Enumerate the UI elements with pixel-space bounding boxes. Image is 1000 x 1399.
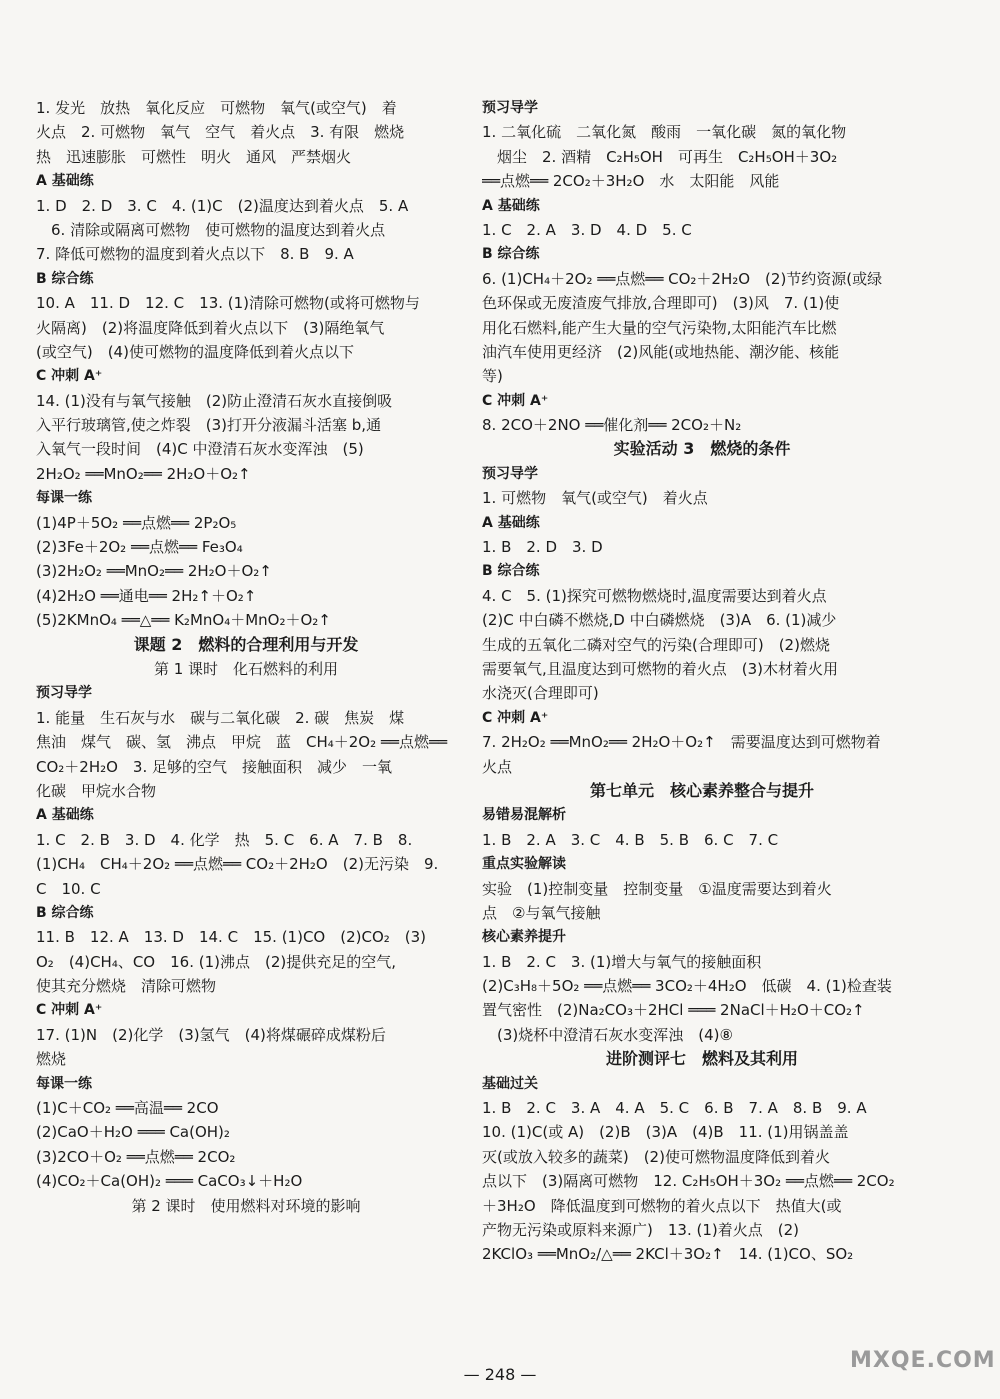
section-heading: B 综合练 — [36, 904, 94, 921]
answer-line: 1. C 2. B 3. D 4. 化学 热 5. C 6. A 7. B 8. — [36, 830, 413, 849]
lesson-title: 第 1 课时 化石燃料的利用 — [153, 659, 339, 678]
answer-line: 实验 (1)控制变量 控制变量 ①温度需要达到着火 — [482, 879, 832, 898]
section-heading: C 冲刺 A⁺ — [36, 1002, 103, 1019]
answer-line: CO₂＋2H₂O 3. 足够的空气 接触面积 减少 一氧 — [36, 757, 393, 776]
answer-line: 1. 发光 放热 氧化反应 可燃物 氧气(或空气) 着 — [36, 99, 397, 117]
answer-line: (3)2H₂O₂ ══MnO₂══ 2H₂O＋O₂↑ — [36, 562, 272, 581]
answer-line: 热 迅速膨胀 可燃性 明火 通风 严禁烟火 — [36, 147, 352, 166]
answer-line: (3)烧杯中澄清石灰水变浑浊 (4)⑧ — [482, 1025, 733, 1044]
answer-line: ＋3H₂O 降低温度到可燃物的着火点以下 热值大(或 — [482, 1196, 842, 1215]
answer-line: 7. 降低可燃物的温度到着火点以下 8. B 9. A — [36, 245, 354, 264]
answer-line: 生成的五氧化二磷对空气的污染(合理即可) (2)燃烧 — [482, 635, 830, 654]
section-heading: C 冲刺 A⁺ — [482, 392, 549, 409]
answer-line: (1)CH₄ CH₄＋2O₂ ══点燃══ CO₂＋2H₂O (2)无污染 9. — [36, 855, 439, 874]
chapter-title: 实验活动 3 燃烧的条件 — [613, 439, 791, 459]
right-column — [482, 96, 922, 1267]
chapter-title: 第七单元 核心素养整合与提升 — [589, 780, 814, 800]
section-heading: 重点实验解读 — [482, 856, 566, 873]
answer-line: 用化石燃料,能产生大量的空气污染物,太阳能汽车比燃 — [482, 318, 837, 337]
answer-line: 6. 清除或隔离可燃物 使可燃物的温度达到着火点 — [36, 220, 386, 239]
section-heading: 每课一练 — [36, 490, 92, 507]
answer-line: (5)2KMnO₄ ══△══ K₂MnO₄＋MnO₂＋O₂↑ — [36, 611, 331, 630]
chapter-title: 进阶测评七 燃料及其利用 — [605, 1049, 798, 1069]
answer-line: 化碳 甲烷水合物 — [36, 781, 157, 800]
answer-line: 使其充分燃烧 清除可燃物 — [36, 977, 217, 996]
answer-line: 燃烧 — [36, 1050, 67, 1069]
chapter-title: 课题 2 燃料的合理利用与开发 — [133, 634, 359, 654]
answer-line: 点以下 (3)隔离可燃物 12. C₂H₅OH＋3O₂ ══点燃══ 2CO₂ — [482, 1172, 895, 1191]
section-heading: B 综合练 — [482, 246, 540, 263]
answer-line: 焦油 煤气 碳、氢 沸点 甲烷 蓝 CH₄＋2O₂ ══点燃══ — [36, 733, 448, 752]
answer-line: 入氧气一段时间 (4)C 中澄清石灰水变浑浊 (5) — [36, 440, 364, 459]
answer-line: 烟尘 2. 酒精 C₂H₅OH 可再生 C₂H₅OH＋3O₂ — [482, 147, 838, 166]
answer-line: 11. B 12. A 13. D 14. C 15. (1)CO (2)CO₂ (3) — [36, 928, 427, 947]
lesson-title: 第 2 课时 使用燃料对环境的影响 — [131, 1196, 361, 1215]
answer-line: 4. C 5. (1)探究可燃物燃烧时,温度需要达到着火点 — [482, 586, 827, 605]
answer-line: 油汽车使用更经济 (2)风能(或地热能、潮汐能、核能 — [482, 342, 840, 361]
answer-line: 水浇灭(合理即可) — [482, 684, 599, 703]
answer-line: 2KClO₃ ══MnO₂/△══ 2KCl＋3O₂↑ 14. (1)CO、SO₂ — [482, 1245, 854, 1264]
section-heading: A 基础练 — [482, 514, 540, 531]
answer-line: ══点燃══ 2CO₂＋3H₂O 水 太阳能 风能 — [482, 172, 780, 191]
answer-line: 点 ②与氧气接触 — [482, 903, 601, 922]
answer-line: 14. (1)没有与氧气接触 (2)防止澄清石灰水直接倒吸 — [36, 391, 393, 410]
section-heading: 预习导学 — [482, 465, 538, 482]
section-heading: A 基础练 — [36, 173, 94, 190]
answer-line: 10. A 11. D 12. C 13. (1)清除可燃物(或将可燃物与 — [36, 294, 420, 313]
answer-line: C 10. C — [36, 879, 101, 898]
left-column — [36, 96, 456, 1218]
answer-line: (2)C 中白磷不燃烧,D 中白磷燃烧 (3)A 6. (1)减少 — [482, 611, 837, 630]
answer-line: 1. B 2. C 3. A 4. A 5. C 6. B 7. A 8. B 9. A — [482, 1099, 867, 1118]
answer-line: 1. 二氧化硫 二氧化氮 酸雨 一氧化碳 氮的氧化物 — [482, 123, 847, 142]
answer-line: (或空气) (4)使可燃物的温度降低到着火点以下 — [36, 342, 354, 361]
answer-line: 火点 — [482, 757, 513, 776]
answer-line: 1. 可燃物 氧气(或空气) 着火点 — [482, 489, 708, 508]
section-heading: 基础过关 — [482, 1075, 538, 1092]
answer-line: 1. C 2. A 3. D 4. D 5. C — [482, 220, 692, 239]
section-heading: A 基础练 — [36, 807, 94, 824]
answer-line: (1)C＋CO₂ ══高温══ 2CO — [36, 1099, 219, 1118]
answer-line: 置气密性 (2)Na₂CO₃＋2HCl ═══ 2NaCl＋H₂O＋CO₂↑ — [482, 1001, 865, 1020]
section-heading: 易错易混解析 — [482, 807, 566, 824]
section-heading: 预习导学 — [36, 685, 92, 702]
answer-line: 入平行玻璃管,使之炸裂 (3)打开分液漏斗活塞 b,通 — [36, 416, 382, 435]
answer-line: 10. (1)C(或 A) (2)B (3)A (4)B 11. (1)用锅盖盖 — [482, 1123, 849, 1142]
answer-line: 7. 2H₂O₂ ══MnO₂══ 2H₂O＋O₂↑ 需要温度达到可燃物着 — [482, 733, 881, 752]
answer-line: 17. (1)N (2)化学 (3)氢气 (4)将煤碾碎成煤粉后 — [36, 1025, 386, 1044]
answer-line: 等) — [482, 367, 503, 386]
answer-line: 1. 能量 生石灰与水 碳与二氧化碳 2. 碳 焦炭 煤 — [36, 708, 405, 727]
answer-line: (4)2H₂O ══通电══ 2H₂↑＋O₂↑ — [36, 586, 257, 605]
section-heading: A 基础练 — [482, 197, 540, 214]
watermark-logo: MXQE.COM — [850, 1348, 996, 1373]
answer-line: 火隔离) (2)将温度降低到着火点以下 (3)隔绝氧气 — [36, 318, 385, 337]
section-heading: B 综合练 — [482, 563, 540, 580]
answer-line: 8. 2CO＋2NO ══催化剂══ 2CO₂＋N₂ — [482, 416, 742, 435]
answer-line: 1. B 2. A 3. C 4. B 5. B 6. C 7. C — [482, 830, 779, 849]
answer-line: (4)CO₂＋Ca(OH)₂ ═══ CaCO₃↓＋H₂O — [36, 1172, 303, 1191]
answer-line: 6. (1)CH₄＋2O₂ ══点燃══ CO₂＋2H₂O (2)节约资源(或绿 — [482, 269, 883, 288]
answer-line: 色环保或无废渣废气排放,合理即可) (3)风 7. (1)使 — [482, 294, 840, 313]
answer-line: 1. B 2. C 3. (1)增大与氧气的接触面积 — [482, 952, 762, 971]
answer-line: (2)3Fe＋2O₂ ══点燃══ Fe₃O₄ — [36, 538, 243, 557]
answer-line: O₂ (4)CH₄、CO 16. (1)沸点 (2)提供充足的空气, — [36, 952, 397, 971]
answer-line: 产物无污染或原料来源广) 13. (1)着火点 (2) — [482, 1220, 799, 1239]
answer-line: (1)4P＋5O₂ ══点燃══ 2P₂O₅ — [36, 513, 237, 532]
section-heading: 核心素养提升 — [482, 929, 566, 946]
answer-line: 火点 2. 可燃物 氧气 空气 着火点 3. 有限 燃烧 — [36, 123, 405, 142]
page-number: — 248 — — [463, 1365, 537, 1384]
answer-line: (3)2CO＋O₂ ══点燃══ 2CO₂ — [36, 1147, 236, 1166]
section-heading: C 冲刺 A⁺ — [36, 368, 103, 385]
section-heading: 预习导学 — [482, 100, 538, 116]
answer-line: 2H₂O₂ ══MnO₂══ 2H₂O＋O₂↑ — [36, 464, 251, 483]
answer-line: (2)C₃H₈＋5O₂ ══点燃══ 3CO₂＋4H₂O 低碳 4. (1)检查装 — [482, 977, 892, 996]
answer-line: 1. D 2. D 3. C 4. (1)C (2)温度达到着火点 5. A — [36, 196, 409, 215]
section-heading: 每课一练 — [36, 1075, 92, 1092]
section-heading: C 冲刺 A⁺ — [482, 709, 549, 726]
answer-line: 1. B 2. D 3. D — [482, 538, 603, 557]
answer-line: 灭(或放入较多的蔬菜) (2)使可燃物温度降低到着火 — [482, 1147, 830, 1166]
answer-line: 需要氧气,且温度达到可燃物的着火点 (3)木材着火用 — [482, 659, 839, 678]
section-heading: B 综合练 — [36, 270, 94, 287]
answer-line: (2)CaO＋H₂O ═══ Ca(OH)₂ — [36, 1123, 230, 1142]
